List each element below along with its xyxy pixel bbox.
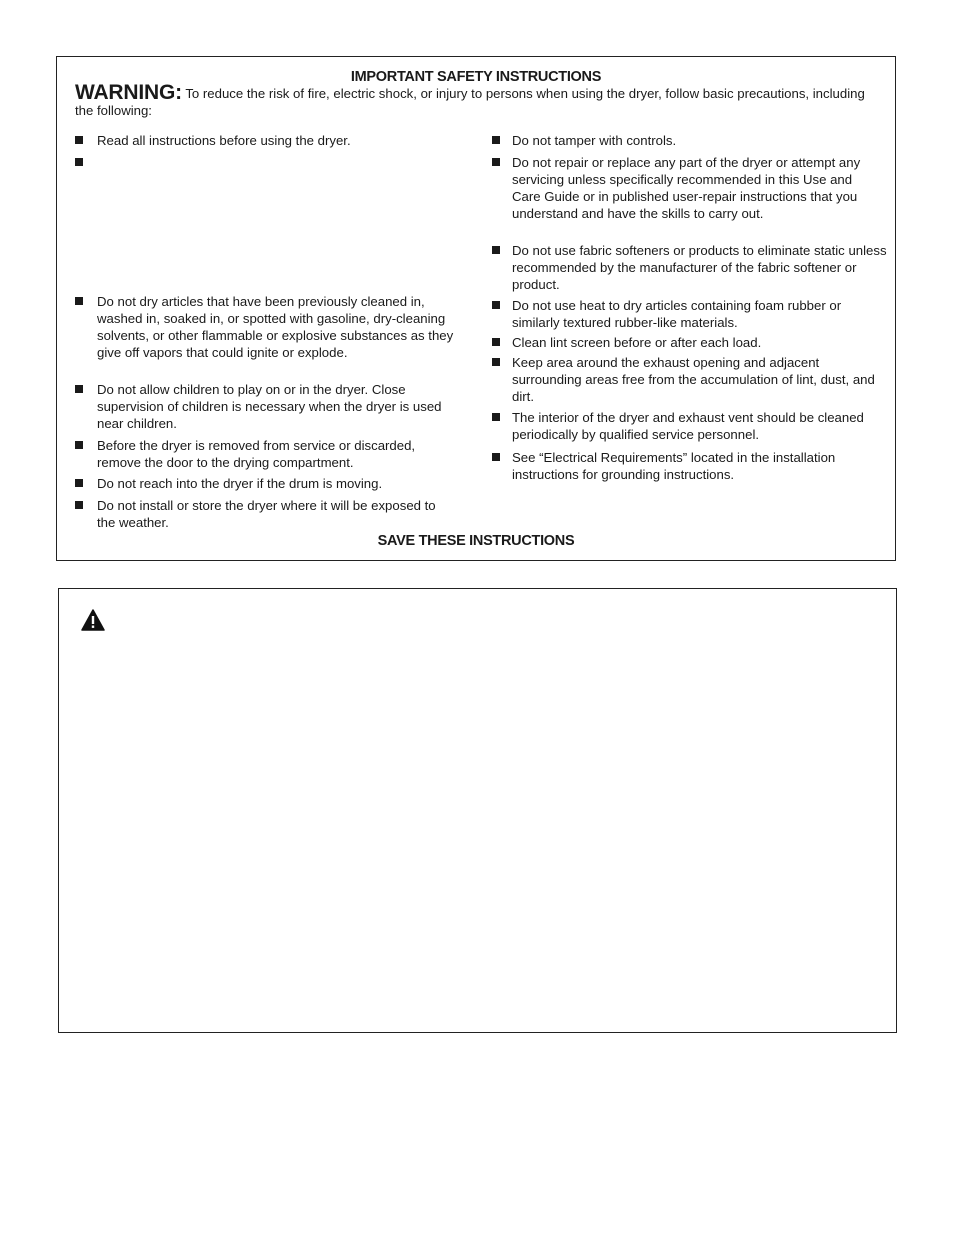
list-item: Do not install or store the dryer where it will be exposed to the weather. [75, 497, 455, 531]
list-item: Do not reach into the dryer if the drum is moving. [75, 475, 455, 492]
bullet-icon [75, 136, 83, 144]
list-item: The interior of the dryer and exhaust vent should be cleaned periodically by qualified service personnel. [492, 409, 887, 443]
list-item: Do not use fabric softeners or products to eliminate static unless recommended by the manufacturer of the fabric softener or product. [492, 242, 887, 293]
save-instructions-title: SAVE THESE INSTRUCTIONS [377, 533, 575, 549]
warning-triangle-icon [81, 609, 105, 631]
safety-title: IMPORTANT SAFETY INSTRUCTIONS [350, 69, 602, 85]
bullet-icon [492, 246, 500, 254]
list-item: Do not dry articles that have been previously cleaned in, washed in, soaked in, or spotted with gasoline, dry-cleaning solvents, or other flammable or explosive substances as they give off vapors that could ignite or explode. [75, 293, 457, 361]
bullet-icon [75, 479, 83, 487]
warning-text: To reduce the risk of fire, electric shock, or injury to persons when using the dryer, follow basic precautions, including the following: [75, 86, 865, 118]
bullet-icon [492, 453, 500, 461]
list-item: Read all instructions before using the dryer. [75, 132, 455, 149]
warning-box [58, 588, 897, 1033]
bullet-icon [492, 358, 500, 366]
list-item: Before the dryer is removed from service or discarded, remove the door to the drying compartment. [75, 437, 445, 471]
bullet-icon [492, 338, 500, 346]
bullet-icon [492, 158, 500, 166]
bullet-icon [75, 441, 83, 449]
bullet-icon [492, 136, 500, 144]
list-item: Keep area around the exhaust opening and adjacent surrounding areas free from the accumulation of lint, dust, and dirt. [492, 354, 887, 405]
warning-statement [75, 81, 881, 119]
bullet-icon [75, 501, 83, 509]
list-item: Do not use heat to dry articles containing foam rubber or similarly textured rubber-like materials. [492, 297, 887, 331]
bullet-icon [492, 301, 500, 309]
list-item: Do not repair or replace any part of the dryer or attempt any servicing unless specifically recommended in this Use and Care Guide or in published user-repair instructions that you understand and have the skills to carry out. [492, 154, 862, 222]
bullet-icon [75, 297, 83, 305]
bullet-icon [75, 158, 83, 166]
list-item: Clean lint screen before or after each load. [492, 334, 887, 351]
list-item: Do not tamper with controls. [492, 132, 882, 149]
warning-label: WARNING: [75, 81, 182, 104]
list-item: Do not allow children to play on or in the dryer. Close supervision of children is necessary when the dryer is used near children. [75, 381, 445, 432]
list-item: See “Electrical Requirements” located in the installation instructions for grounding instructions. [492, 449, 887, 483]
bullet-icon [492, 413, 500, 421]
bullet-icon [75, 385, 83, 393]
safety-instructions-box [56, 56, 896, 561]
